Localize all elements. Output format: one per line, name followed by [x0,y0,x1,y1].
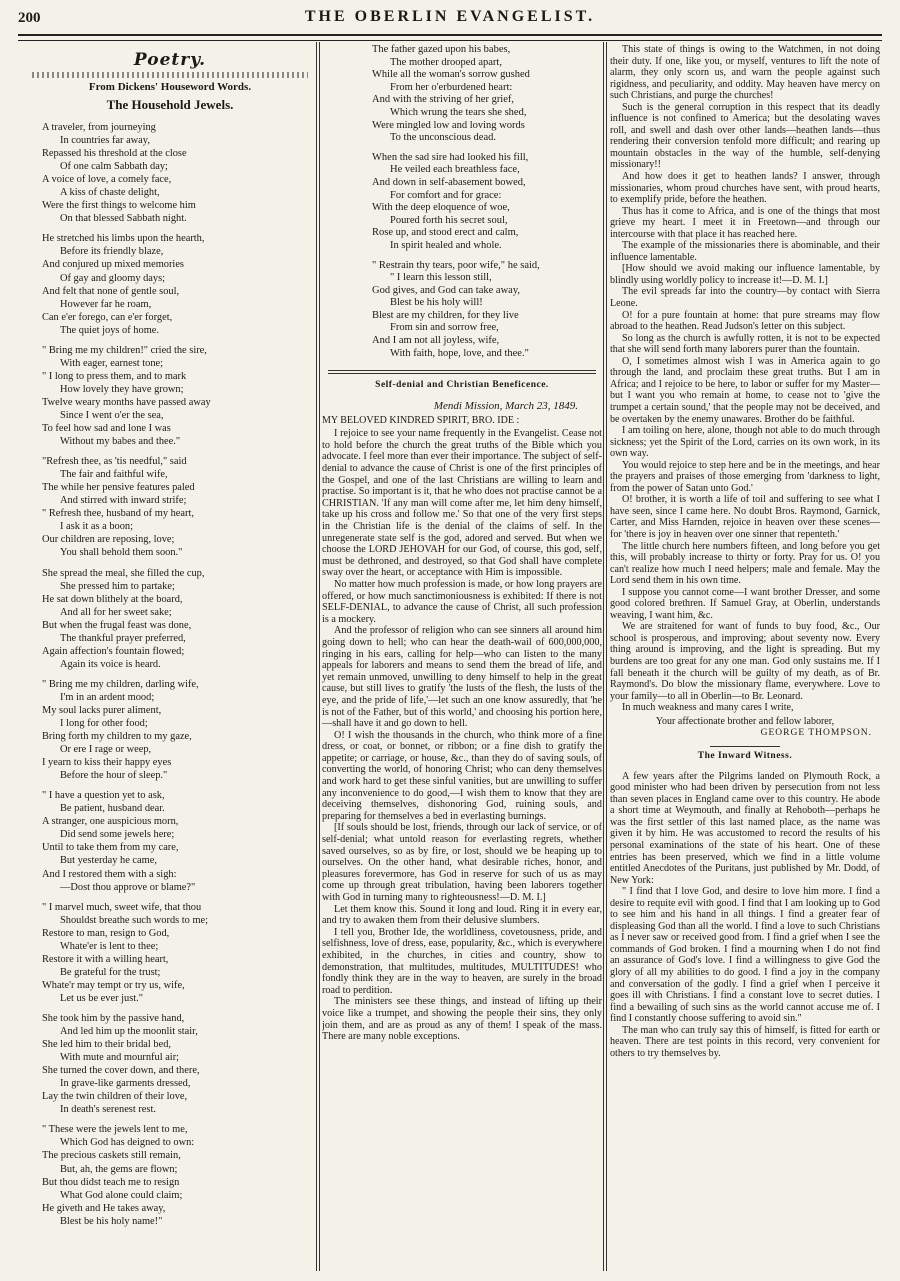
dateline: Mendi Mission, March 23, 1849. [433,400,578,413]
poem-line: She led him to their bridal bed, [42,1039,171,1051]
poem-line: But when the frugal feast was done, [42,619,192,631]
column-1 [22,44,318,1271]
paragraph: This state of things is owing to the Watchmen, in not doing their duty. If one, like you, or myself, ventures to lift the note of alarm, they only scorn us, and warn the people against such rigidness, and peculiarity, and oddity. May heaven have mercy on such Christians, and purge the churches! [610,44,880,102]
section-heading: Poetry. [133,50,207,70]
poem-line: " I long to press them, and to mark [42,370,187,382]
poem-line: Did send some jewels here; [60,829,175,841]
paragraph: O! for a pure fountain at home: that pure streams may flow abroad to the heathen. Read Judson's letter on this subject. [610,309,880,333]
poem-line: Whate'er is lent to thee; [60,940,159,952]
poem-stanza [372,260,602,361]
poem-line: Were mingled low and loving words [372,119,525,131]
paragraph: You would rejoice to step here and be in the meetings, and hear the prayers and praises of those emerging from 'darkness to light, from the power of Satan unto God.' [610,459,880,494]
poem-line: And with the striving of her grief, [372,94,515,106]
poem-body [22,121,318,1228]
poem-line: My soul lacks purer aliment, [42,704,162,716]
paragraph: The little church here numbers fifteen, and long before you get this, will probably increase to thirty or forty. Pray for us. O! you can't realize how much I need helpers; male and female. May the Lord send them in his own time. [610,540,880,587]
poem-line: The father gazed upon his babes, [372,44,511,55]
poem-line: Since I went o'er the sea, [60,409,164,421]
article-body [322,428,602,1042]
poem-line: Shouldst breathe such words to me; [60,914,209,926]
article-separator [328,370,596,374]
poem-line: From her o'erburdened heart: [390,81,513,93]
poem-line: Of one calm Sabbath day; [60,161,168,173]
poem-line: The fair and faithful wife, [60,469,168,481]
masthead: THE OBERLIN EVANGELIST. [304,8,596,25]
poem-line: Poured forth his secret soul, [390,214,508,226]
signature: GEORGE THOMPSON. [760,727,872,738]
poem-stanza [42,455,318,559]
poem-line: With the deep eloquence of woe, [372,202,510,214]
poem-line: Of gay and gloomy days; [60,272,166,284]
poem-line: Be grateful for the trust; [60,966,161,978]
poem-line: " I marvel much, sweet wife, that thou [42,901,202,913]
poem-line: And down in self-abasement bowed, [372,176,526,188]
paragraph: [If souls should be lost, friends, through our lack of service, or of self-denial; what untold reason for everlasting regrets, whether saved ourselves, so as by fire, or lost, should we be heaping up to ourselves. On the other hand, what desirable riches, honor, and pleasures forevermore, has God in reserve for such of us as may come up through great tribulation, having been laborers together with God in turning many to righteousness!—D. M. I.] [322,822,602,903]
poem-line: " Refresh thee, husband of my heart, [42,508,194,520]
salutation: MY BELOVED KINDRED SPIRIT, BRO. IDE : [322,415,520,427]
poem-line: I'm in an ardent mood; [60,691,155,703]
poem-line: Whate'r may tempt or try us, wife, [42,979,185,991]
paragraph: O! I wish the thousands in the church, who think more of a fine dress, or coat, or bonnet, or ribbon; or a fine dish to gratify the appetite; or carriage, or house, &c., than they do of saving souls, of converting the world, of honoring Christ; who can deny themselves and work hard to get these sinful vanities, but are unwilling to suffer any inconvenience to do good,—I wish them to know that they are deceiving themselves, dishonoring God, ruining souls, and preparing for themselves a bed in everlasting burnings. [322,729,602,822]
paragraph: I rejoice to see your name frequently in the Evangelist. Cease not to hold before the church the great truths of the Bible which you advocate. I feel more than ever their importance. The subject of self-denial to advance the cause of Christ is one of the first principles of the Gospel, and one of the last Christians are willing to learn and practise. So important is it, that he who does not practise cannot be a CHRISTIAN. 'If any man will come after me, let him deny himself, take up his cross and follow me.' So that one of the very first steps in the Christian life is the denial of the claims of self. In the unregenerate state self is the god, adored and served. But when we choose the LORD JEHOVAH for our God, of course, this god, self, must be dethroned, and destroyed, so that God shall have complete sway over the heart, or acceptance with Him is impossible. [322,428,602,579]
poem-line: —Dost thou approve or blame?" [60,881,196,893]
paragraph: The evil spreads far into the country—by contact with Sierra Leone. [610,286,880,310]
paragraph: I tell you, Brother Ide, the worldliness, covetousness, pride, and selfishness, love of dress, ease, popularity, &c., which is everywhere exhibited, in the churches, in cities and country, show to demonstration, that multitudes, multitudes, MULTITUDES! who fondly think they are in the way to heaven, are surely in the broad road to perdition. [322,926,602,996]
poem-line: Which God has deigned to own: [60,1137,195,1149]
column-2 [322,44,602,1271]
poem-line: While all the woman's sorrow gushed [372,69,530,81]
short-rule [710,746,780,747]
article2-body [610,771,880,1060]
poem-line: And I restored them with a sigh: [42,868,177,880]
poem-stanza [42,121,318,225]
paragraph: We are straitened for want of funds to buy food, &c., Our school is prosperous, and improving; about seventy now. Every thing around is improving, and the light is spreading. But my burdens are too great for any one man. God only sustains me. If I fall beneath it the church will be guilty of my death, as of Br. Raymond's. Do blow the missionary flame, everywhere. Love to your family—to all in Oberlin—to Br. Leonard. [610,621,880,702]
paragraph: So long as the church is awfully rotten, it is not to be expected that she will send forth many laborers purer than the fountain. [610,332,880,356]
poem-line: I ask it as a boon; [60,521,134,533]
poem-line: And stirred with inward strife; [60,495,187,507]
paragraph: Such is the general corruption in this respect that its deadly influence is not confined to America; but the desolating waves roll, and swell and dash over other lands—heathen lands—thus rendering their conversion tenfold more difficult; and rearing up mountain obstacles in the way of the humble, self-denying missionary!! [610,101,880,171]
poem-line: But, ah, the gems are flown; [60,1163,178,1175]
poem-line: A stranger, one auspicious morn, [42,816,179,828]
poem-title: The Household Jewels. [106,97,234,112]
poem-line: With faith, hope, love, and thee." [390,347,529,359]
poem-line: Blest be his holy will! [390,297,483,309]
paragraph: " I find that I love God, and desire to love him more. I find a desire to requite evil with good. I find that I am looking up to God to see him and his hand in all things. I find a greater fear of displeasing God than all the world. I find a love to such Christians as I never saw or received good from. I find a grief when I see the commands of God broken. I find a mourning when I do not find an assurance of God's love. I find a willingness to give God the glory of all my abilities to do good. I find a joy in the company and conversation of the godly. I find a grief when I perceive it goes ill with Christians. I find a constant love to secret duties. I find a bewailing of such sins as the world cannot accuse me of. I find I constantly choose suffering to avoid sin." [610,886,880,1025]
poem-line: Blest be his holy name!" [60,1215,163,1227]
poem-line: In death's serenest rest. [60,1104,156,1116]
paragraph: [How should we avoid making our influence lamentable, by blindly using worldly policy to increase it!—D. M. I.] [610,263,880,286]
poem-line: Lay the twin children of their love, [42,1091,188,1103]
poem-stanza [42,789,318,893]
poem-line: And conjured up mixed memories [42,259,184,271]
paragraph: Let them know this. Sound it long and loud. Ring it in every ear, and try to awaken them from their delusive slumbers. [322,903,602,927]
poem-stanza [42,344,318,448]
poem-line: "Refresh thee, as 'tis needful," said [42,456,187,468]
poem-line: " I learn this lesson still, [390,272,492,284]
poem-line: The quiet joys of home. [60,324,159,336]
poem-stanza [42,678,318,782]
paragraph: The man who can truly say this of himself, is fitted for earth or heaven. There are test points in this record, very convenient for others to try themselves by. [610,1024,880,1059]
poem-line: A traveler, from journeying [42,122,156,133]
poem-line: However far he roam, [60,298,152,310]
poem-line: Until to take them from my care, [42,842,179,854]
article-continuation [610,44,880,714]
paragraph: In much weakness and many cares I write, [622,702,794,714]
page-number: 200 [18,10,41,26]
poem-line: For comfort and for grace: [390,189,502,201]
poem-line: Be patient, husband dear. [60,803,165,815]
paragraph: No matter how much profession is made, or how long prayers are offered, or how much sanctimoniousness is exhibited: If there is not SELF-DENIAL, to advance the cause of Christ, all such profession is a mockery. [322,578,602,625]
poem-line: Restore it with a willing heart, [42,953,169,965]
poem-line: " Restrain thy tears, poor wife," he said, [372,259,540,271]
poem-line: Were the first things to welcome him [42,200,196,212]
poem-line: She pressed him to partake; [60,580,175,592]
poem-line: Again its voice is heard. [60,658,161,670]
poem-line: Before its friendly blaze, [60,246,164,258]
poem-line: I long for other food; [60,718,148,730]
poem-line: " I have a question yet to ask, [42,790,165,802]
poem-line: In spirit healed and whole. [390,239,502,251]
poem-line: With eager, earnest tone; [60,357,164,369]
poem-line: She turned the cover down, and there, [42,1065,200,1077]
poem-stanza [372,44,602,145]
poem-line: He sat down blithely at the board, [42,593,183,605]
poem-line: What God alone could claim; [60,1189,183,1201]
letter-closing: Your affectionate brother and fellow laborer, [655,715,835,727]
poem-line: But thou didst teach me to resign [42,1176,180,1188]
poem-line: Rose up, and stood erect and calm, [372,227,519,239]
poem-line: " Bring me my children!" cried the sire, [42,344,207,356]
poem-line: Before the hour of sleep." [60,770,168,782]
masthead-rule [18,34,882,41]
paragraph: The ministers see these things, and instead of lifting up their voice like a trumpet, and showing the people their sins, they only join them, and are as proud as any of them! I speak of the mass. There are many noble exceptions. [322,996,602,1043]
paragraph: And how does it get to heathen lands? I answer, through missionaries, whom proud churches have sent, with proud hearts, to exemplify pride, before the heathen. [610,171,880,206]
poem-stanza [42,1123,318,1227]
poem-line: In countries far away, [60,135,150,147]
paragraph: A few years after the Pilgrims landed on Plymouth Rock, a good minister who had been driven by persecution from not less than seven places in England came over to this country. He abode a short time at Weymouth, and finally at Rehoboth—perhaps he was the first settler of this last named place, as the name was given it by him. He was accustomed to record the results of his personal examinations of the state of his heart. One of these entries has been preserved, which we find in a little volume entitled Anecdotes of the Puritans, just published by Mr. Dodd, of New York: [610,770,880,886]
poem-line: Bring forth my children to my gaze, [42,731,192,743]
poem-line: Can e'er forego, can e'er forget, [42,311,173,323]
poem-line: Without my babes and thee." [60,436,181,448]
poem-line: God gives, and God can take away, [372,284,521,296]
column-3 [610,44,880,1271]
poem-line: He veiled each breathless face, [390,164,520,176]
poem-line: A voice of love, a comely face, [42,174,172,186]
poem-line: She took him by the passive hand, [42,1013,185,1024]
poem-line: Again affection's fountain flowed; [42,645,185,657]
poem-stanza [42,232,318,336]
paragraph: O! brother, it is worth a life of toil and suffering to see what I have seen, since I came here. No doubt Bros. Raymond, Garnick, Carter, and Miss Harnden, rejoice in heaven over these scenes—for 'there is joy in heaven over one sinner that repenteth.' [610,494,880,540]
poem-line: And led him up the moonlit stair, [60,1026,198,1038]
poem-line: " Bring me my children, darling wife, [42,678,199,690]
poem-line: Which wrung the tears she shed, [390,106,527,118]
poem-line: Our children are reposing, love; [42,534,175,546]
poem-line: How lovely they have grown; [60,383,184,395]
poem-line: To the unconscious dead. [390,132,496,144]
poem-line: When the sad sire had looked his fill, [372,151,529,163]
column-divider [603,42,607,1271]
poem-line: Or ere I rage or weep, [60,744,152,756]
article2-title: The Inward Witness. [697,750,793,761]
poem-line: The precious caskets still remain, [42,1150,181,1162]
poem-line: On that blessed Sabbath night. [60,213,187,225]
poem-line: To feel how sad and lone I was [42,423,171,435]
poem-line: The thankful prayer preferred, [60,632,186,644]
poem-line: She spread the meal, she filled the cup, [42,567,205,579]
paragraph: The example of the missionaries there is abominable, and their influence lamentable. [610,240,880,263]
poem-stanza [42,567,318,671]
paragraph: O, I sometimes almost wish I was in America again to go through the land, and proclaim these great truths. But I am in Africa; and I rejoice to be here, to labor or suffer for my Master—but I want you who remain at home, to cease not to 'give the trumpet a certain sound,' that the people may not be deceived, and be overtaken by the enemy unawares. Brother do be faithful. [610,355,880,425]
poem-line: But yesterday he came, [60,855,157,867]
poem-line: " These were the jewels lent to me, [42,1124,188,1136]
paragraph: Thus has it come to Africa, and is one of the things that most grieve my heart. I meet it in Freetown—and through our intercourse with that place it has reached here. [610,205,880,240]
poem-line: The mother drooped apart, [390,56,502,68]
poem-line: I yearn to kiss their happy eyes [42,757,172,769]
poem-line: The while her pensive features paled [42,482,195,494]
poem-source: From Dickens' Houseword Words. [88,81,252,93]
poem-line: Blest are my children, for they live [372,309,519,321]
poem-line: From sin and sorrow free, [390,322,499,334]
poem-line: Twelve weary months have passed away [42,396,211,408]
poem-continuation [322,44,602,360]
paragraph: I suppose you cannot come—I want brother Dresser, and some good colored brethren. If Samuel Gray, at Oberlin, understands weaving, I want him, &c. [610,586,880,621]
poem-line: And I am not all joyless, wife, [372,335,500,347]
poem-stanza [372,152,602,253]
poem-line: And all for her sweet sake; [60,606,172,618]
paragraph: I am toiling on here, alone, though not able to do much through sickness; yet the Spirit of the Lord, carries on its own work, in its own way. [610,425,880,460]
poem-line: You shall behold them soon." [60,547,183,559]
poem-line: Restore to man, resign to God, [42,927,170,939]
poem-line: And felt that none of gentle soul, [42,285,180,297]
paragraph: And the professor of religion who can see sinners all around him going down to hell; who can hear the death-wail of 600,000,000, ringing in his ears, calling for help—who can listen to the many appeals for laborers and means to send them the bread of life, and yet remain unmoved, unwilling to deny himself to help in the great cause, but still lives to gratify 'the lusts of the flesh, the lusts of the eye, and the pride of life,'—let such an one know assuredly, that 'he is not of the Father, but of this world,' and choosing his portion here,—shall have it and go down to hell. [322,625,602,730]
poem-line: In grave-like garments dressed, [60,1078,191,1090]
article-title: Self-denial and Christian Beneficence. [375,380,549,391]
poem-line: Repassed his threshold at the close [42,148,187,160]
poem-line: Let us be ever just." [60,992,144,1004]
poem-stanza [42,901,318,1005]
poem-line: He giveth and He takes away, [42,1202,166,1214]
poem-stanza [42,1012,318,1116]
poem-line: With mute and mournful air; [60,1052,180,1064]
poem-line: He stretched his limbs upon the hearth, [42,233,205,245]
ornament-rule [32,72,308,78]
poem-line: A kiss of chaste delight, [60,187,160,199]
